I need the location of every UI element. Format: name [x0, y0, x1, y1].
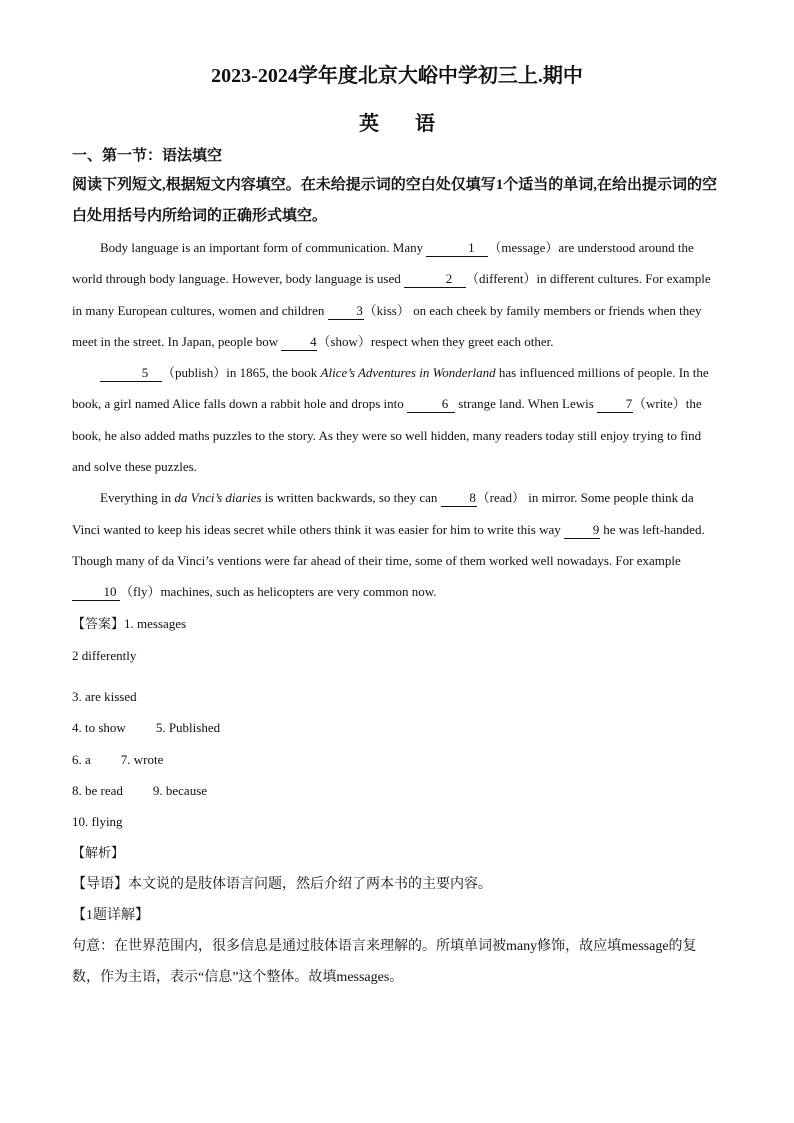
text-span: （write）the book, he also added maths puzzles to the story. As they were so well hidden, many readers today still enjoy trying to find and solve these puzzles. — [72, 396, 702, 475]
exam-title: 2023-2024学年度北京大峪中学初三上.期中 — [211, 65, 583, 87]
blank-10: 10 — [72, 584, 120, 601]
question-1-explanation: 句意：在世界范围内，很多信息是通过肢体语言来理解的。所填单词被many修饰，故应填message的复数，作为主语，表示“信息”这个整体。故填messages。 — [72, 938, 697, 985]
answer-7: 7. wrote — [120, 751, 164, 767]
subject-title: 英语 — [359, 113, 471, 135]
answer-5: 5. Published — [155, 720, 221, 736]
blank-5: 5 — [100, 365, 162, 382]
answer-2: 2 differently — [72, 647, 137, 663]
answer-9: 9. because — [152, 783, 208, 799]
answer-tag: 【答案】 — [72, 616, 125, 632]
passage-paragraph-1 — [72, 232, 722, 357]
answer-1: 1. messages — [124, 615, 187, 631]
text-span: he was left-handed. Though many of da Vinci’s ventions were far ahead of their time, some of them worked well nowadays. For example — [72, 521, 705, 568]
answer-6: 6. a — [72, 751, 91, 767]
text-span: strange land. When Lewis — [455, 396, 598, 412]
blank-4: 4 — [281, 334, 317, 351]
blank-1: 1 — [426, 240, 488, 257]
answer-10: 10. flying — [72, 814, 123, 830]
blank-3: 3 — [328, 303, 364, 320]
blank-8: 8 — [441, 490, 477, 507]
analysis-guide: 【导语】本文说的是肢体语言问题，然后介绍了两本书的主要内容。 — [72, 876, 492, 892]
answer-line-8 — [72, 775, 722, 806]
text-span: （message）are understood around the world through body language. However, body language is used — [72, 240, 694, 287]
blank-2: 2 — [404, 271, 466, 288]
analysis-tag: 【解析】 — [72, 845, 125, 861]
answer-4: 4. to show — [72, 720, 126, 736]
answer-line-1 — [72, 608, 722, 640]
text-span: Everything in — [100, 490, 175, 506]
text-span: Body language is an important form of communication. Many — [100, 240, 427, 255]
blank-7: 7 — [597, 396, 633, 413]
blank-9: 9 — [564, 522, 600, 539]
answer-8: 8. be read — [72, 783, 123, 799]
text-span: has influenced millions of people. In the book, a girl named Alice falls down a rabbit hole and drops into — [72, 365, 709, 412]
text-span: is written backwards, so they can — [261, 490, 441, 506]
section-heading: 一、第一节：语法填空 — [72, 148, 223, 164]
instructions: 阅读下列短文,根据短文内容填空。在未给提示词的空白处仅填写1个适当的单词,在给出提示词的空白处用括号内所给词的正确形式填空。 — [72, 177, 718, 224]
blank-6: 6 — [407, 396, 455, 413]
text-span: （kiss） on each cheek by family members or friends when they meet in the street. In Japan, people bow — [72, 302, 702, 349]
text-span: （different）in different cultures. For example in many European cultures, women and children — [72, 271, 711, 318]
passage-paragraph-3 — [72, 482, 722, 607]
text-span: （fly）machines, such as helicopters are very common now. — [120, 584, 437, 600]
answer-3: 3. are kissed — [72, 689, 137, 705]
answer-line-4 — [72, 712, 722, 743]
text-span: （read） in mirror. Some people think da Vinci wanted to keep his ideas secret while others think it was easier for him to write this way — [72, 490, 694, 537]
text-span: （publish）in 1865, the book — [162, 365, 321, 381]
passage-paragraph-2 — [72, 357, 722, 482]
text-span: （show）respect when they greet each other. — [317, 333, 554, 349]
question-1-tag: 【1题详解】 — [72, 907, 149, 923]
book-title: Alice’s Adventures in Wonderland — [320, 365, 496, 381]
document-page — [72, 62, 722, 993]
answer-line-6 — [72, 744, 722, 775]
book-title: da Vnci’s diaries — [174, 490, 262, 506]
